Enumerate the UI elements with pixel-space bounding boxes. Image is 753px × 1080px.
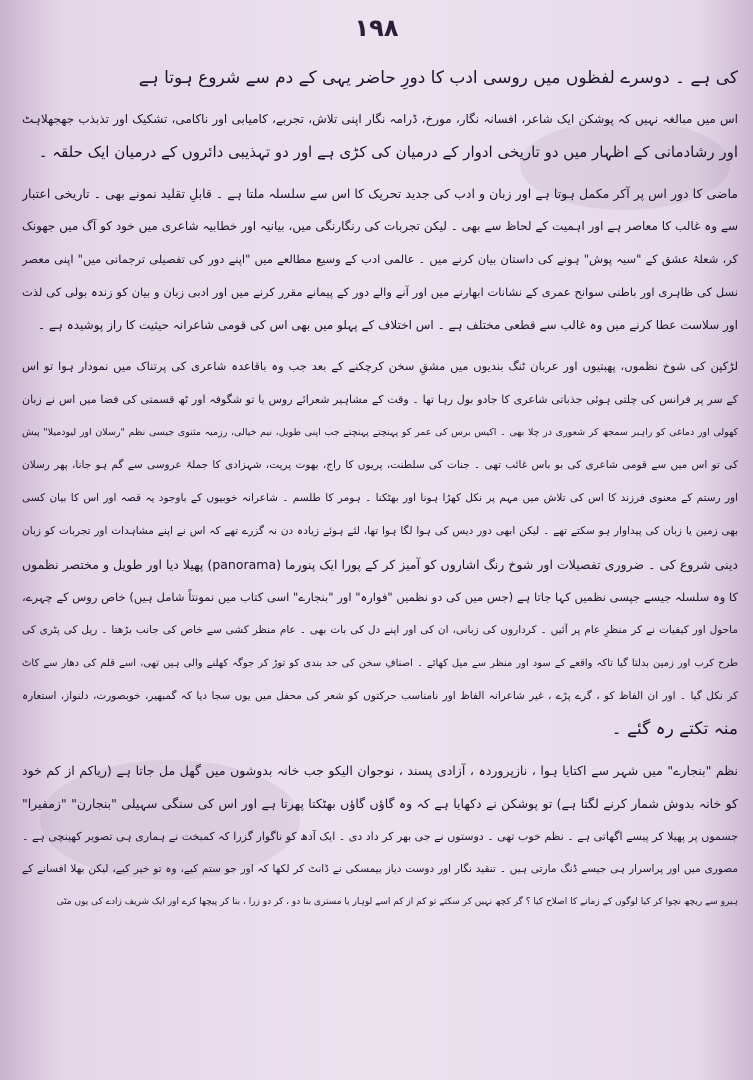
text-line: کھولی اور دماغی کو راہبر سمجھ کر شعوری در چلا بھی ۔ اکیس برس کی عمر کو پہنچتے پہنچتے جب اپنی طویل، نیم خیالی، رزمیہ مثنوی جیسی نظم "رسلان اور لیودمیلا" پیش <box>22 427 738 438</box>
paragraph <box>22 62 738 95</box>
text-line: کے سر پر فرانس کی چلتی ہوئی جذباتی شاعری کا جادو بول رہا تھا ۔ وقت کے مشاہیر شعرائے روس یا تو شگوفہ اور ٹھ قسمتی کی فضا میں اس نے زبان <box>22 393 738 406</box>
text-line: ماحول اور کیفیات نے کر منظرِ عام پر آئیں ۔ کرداروں کی زبانی، ان کی اور اپنے دل کی بات بھی ۔ عام منظر کشی سے خاص کی جانب بڑھتا ۔ ریل کی پٹری کی <box>22 624 738 636</box>
text-line: اس میں مبالغہ نہیں کہ پوشکن ایک شاعر، افسانہ نگار، مورخ، ڈرامہ نگار اپنی تلاش، تجربے، کامیابی اور ناکامی، تشکیک اور تذبذب جھجھلاہٹ <box>22 112 738 126</box>
text-line: لڑکپن کی شوخ نظموں، پھبتیوں اور عربان ٹنگ بندیوں میں مشقِ سخن کرچکنے کے بعد جب وہ باقاعدہ شاعری کی پرتناک میں نمودار ہوا تو اس <box>22 359 738 373</box>
text-line: ہیرو سے ریچھ نچوا کر کیا لوگوں کے زمانے کا اصلاح کیا ؟ گر کچھ نہیں کر سکتے تو کم از کم اسے لوہار یا مستری بنا دو ، کر دو زرا ، بنا کر پیچھا کرے اور ایک شریف زادے کی یوں مٹی <box>56 897 738 907</box>
text-line: نسل کی ظاہری اور باطنی سوانح عمری کے نشانات ابھارنے میں اور آنے والے دور کے پیمانے مقرر کرنے میں اور ادبی زبان و بیان کو زندہ بولی کی لذت <box>22 285 738 299</box>
paragraph <box>22 350 738 746</box>
text-line: کا وہ سلسلہ جیسے جپسی نظمیں کہا جاتا ہے (جس میں کی دو نظمیں "فوارہ" اور "بنجارے" اسی کتاب میں نمونتاً شامل ہیں) خاص روس کے چہرے، <box>22 590 738 604</box>
paragraph-gap <box>22 342 738 350</box>
paragraph-gap <box>22 746 738 754</box>
text-line: کر نکل گیا ۔ اور ان الفاظ کو ، گرے پڑے ، غیر شاعرانہ الفاظ اور نامناسب حرکتوں کو شعر کی محفل میں یوں سجا دیا کہ گمبھیر، خوبصورت، دلنواز، استعارہ <box>22 690 738 702</box>
text-line: اور رشادمانی کے اظہار میں دو تاریخی ادوار کے درمیان کی کڑی ہے اور دو تہذیبی دائروں کے درمیان ایک حلقہ ۔ <box>38 143 738 161</box>
text-line: مصوری میں اور پراسرار ہی جیسے ڈنگ مارتی ہیں ۔ تنقید نگار اور دوست دیاز بیمسکی نے ڈانٹ کر لکھا کہ اور جو ستم کیے، وہ تو خیر کیے، لیکن بھلا افسانے کے <box>22 863 738 875</box>
text-line: سے وہ غالب کا معاصر ہے اور اہمیت کے لحاظ سے بھی ۔ لیکن تجربات کی رنگارنگی میں، بیانیہ اور خطابیہ شاعری میں خود کو آگ میں جھونک <box>22 219 738 233</box>
text-line: اور رستم کے معنوی فرزند کا اس کی تلاش میں مہم پر نکل کھڑا ہونا اور بھٹکنا ۔ ہومر کا طلسم ۔ شاعرانہ خوبیوں کے باوجود یہ قصہ اور اس کا بیان کسی <box>22 492 738 504</box>
text-line: دینی شروع کی ۔ ضروری تفصیلات اور شوخ رنگ اشاروں کو آمیز کر کے پورا ایک پنورما (panorama) پھیلا دیا اور طویل و مختصر نظموں <box>22 557 738 572</box>
text-line: کی تو اس میں سے قومی شاعری کی بو باس غائب تھی ۔ جنات کی سلطنت، پریوں کا راج، بھوت پریت، شہزادی کا جملۂ عروسی سے گم ہو جانا، پھر رسلان <box>22 459 738 471</box>
text-line: کی ہے ۔ دوسرے لفظوں میں روسی ادب کا دورِ حاضر یہی کے دم سے شروع ہوتا ہے <box>138 68 738 88</box>
text-line: کر، شعلۂ عشق کے "سیہ پوش" ہونے کی داستان بیان کرنے میں ۔ عالمی ادب کے وسیع مطالعے میں "اپنے دور کی تفصیلی ترجمانی میں" اپنی معصر <box>22 252 738 266</box>
text-line: اور سلاست عطا کرنے میں وہ غالب سے قطعی مختلف ہے ۔ اس اختلاف کے پہلو میں بھی اس کی قومی شاعرانہ حیثیت کا راز پوشیدہ ہے ۔ <box>37 318 738 332</box>
text-line: نظم "بنجارے" میں شہر سے اکتایا ہوا ، نازپروردہ ، آزادی پسند ، نوجوان الیکو جب خانہ بدوشوں میں گھل مل جاتا ہے (ریاکم از کم خود <box>22 763 738 778</box>
text-line: ماضی کا دور اس پر آکر مکمل ہوتا ہے اور زبان و ادب کی جدید تحریک کا اس سے سلسلہ ملتا ہے ۔ قابلِ تقلید نمونے بھی ۔ تاریخی اعتبار <box>22 186 738 201</box>
body-text <box>22 62 738 919</box>
text-line: جسموں پر پھیلا کر پیسے اگھاتی ہے ۔ نظم خوب تھی ۔ دوستوں نے جی بھر کر داد دی ۔ ایک آدھ کو ناگوار گزرا کہ کمبخت نے ہماری ہی تصویر کھینچی ہے ۔ <box>22 830 738 843</box>
paragraph-gap <box>22 169 738 177</box>
paragraph <box>22 177 738 342</box>
text-line: کو خانہ بدوش شمار کرنے لگتا ہے) تو پوشکن نے دکھایا ہے کہ وہ گاؤں گاؤں بھٹکتا پھرتا ہے اور اس کی سنگی سہیلی "بنجارن" "زمفیرا" <box>22 796 738 811</box>
text-line: طرح کرب اور زمین بدلتا گیا تاکہ واقعے کے سود اور منظر سے میل کھائے ۔ اصنافِ سخن کی حد بندی کو توڑ کر جوگہ کھلنے والی ہیں تھی، اسے قلم کی دھار سے کاٹ <box>22 658 738 669</box>
page-number: ۱۹۸ <box>354 14 399 42</box>
paragraph <box>22 103 738 169</box>
paragraph-gap <box>22 95 738 103</box>
paragraph <box>22 754 738 919</box>
text-line: بھی زمین یا زبان کی پیداوار ہو سکتے تھے ۔ لیکن ابھی دور دیس کی ہوا لگا ہوا تھا، لئے ہوئے زیادہ دن نہ گزرے تھے کہ اس نے اپنے مشاہدات اور تجربات کو زبان <box>22 525 738 537</box>
text-line: منہ تکتے رہ گئے ۔ <box>611 719 738 739</box>
